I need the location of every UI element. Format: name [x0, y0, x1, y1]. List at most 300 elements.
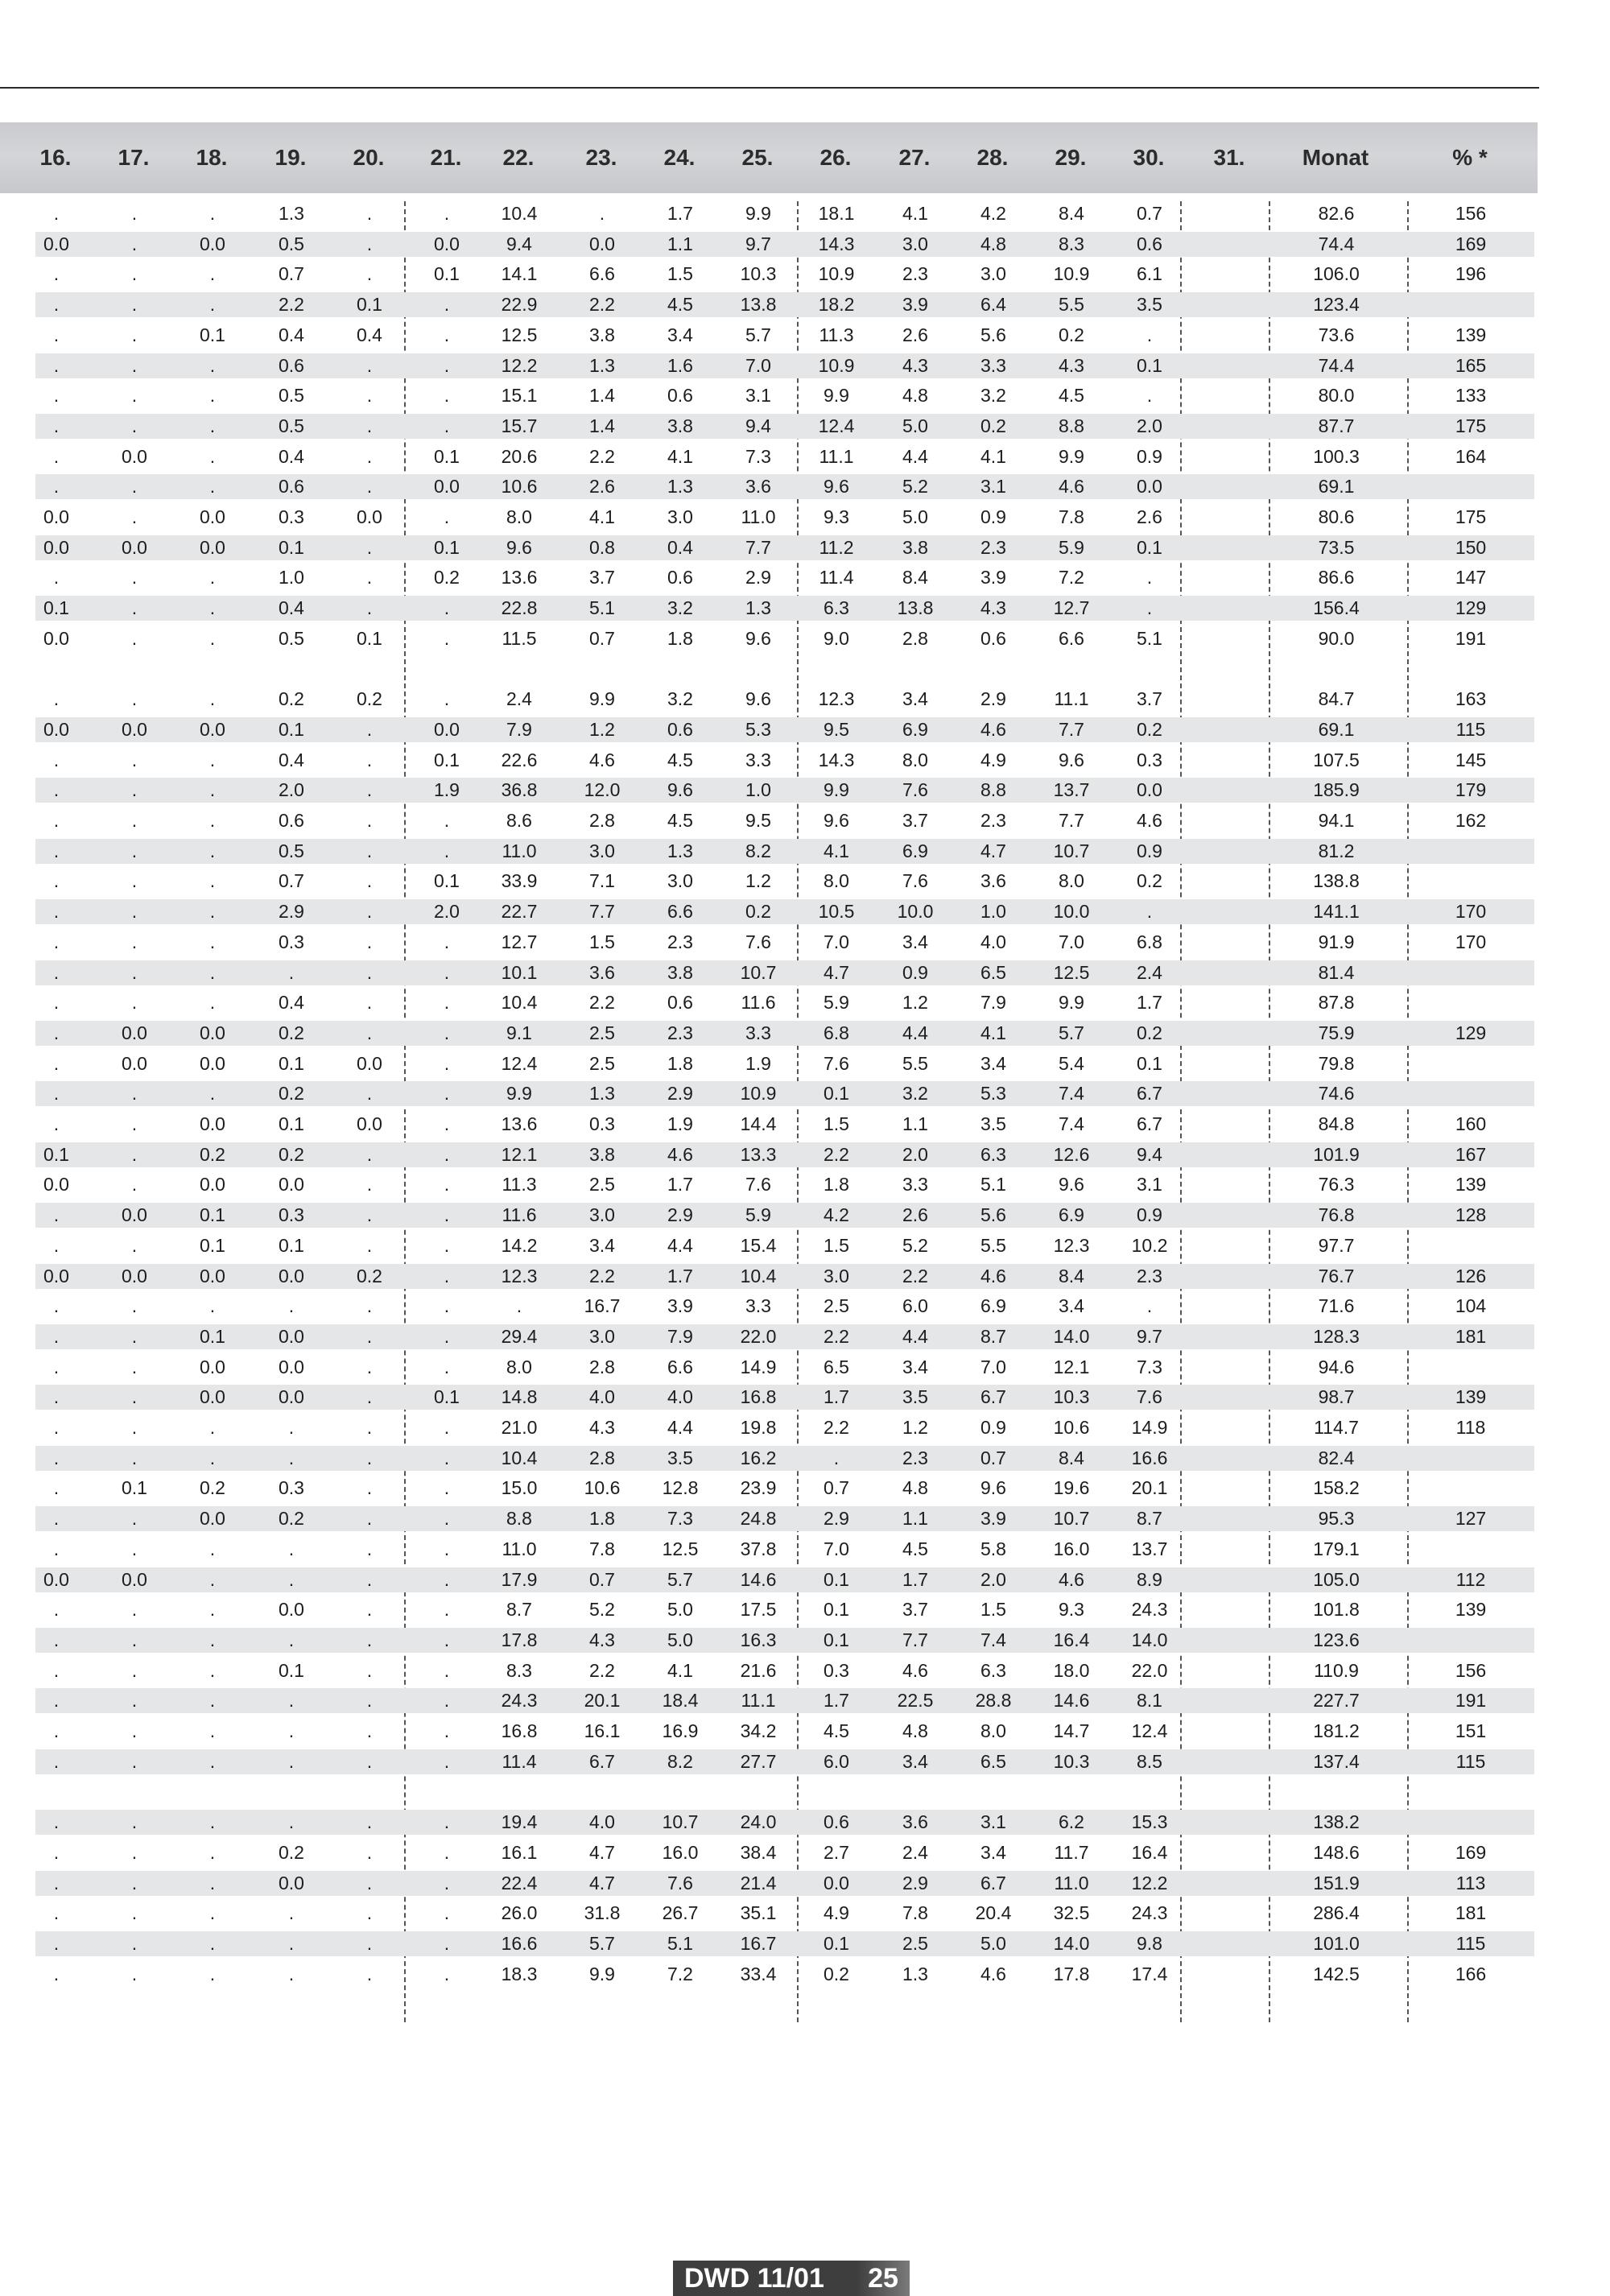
table-cell: . — [444, 1720, 450, 1741]
table-cell: 1.8 — [589, 1508, 615, 1530]
table-cell: . — [444, 294, 450, 316]
table-cell: . — [131, 415, 138, 436]
table-cell: 5.0 — [667, 1629, 693, 1650]
table-cell: . — [53, 445, 60, 467]
table-cell: . — [288, 1932, 295, 1954]
table-cell — [1194, 869, 1266, 894]
table-cell: . — [209, 385, 216, 407]
table-cell: . — [131, 1720, 138, 1741]
column-header: 30. — [1133, 145, 1165, 170]
table-cell: . — [599, 203, 605, 224]
table-cell: 0.0 — [1137, 779, 1162, 801]
table-cell: 167 — [1455, 1143, 1487, 1165]
table-cell — [1194, 748, 1266, 773]
table-cell — [1194, 1567, 1266, 1592]
table-cell: 8.3 — [1059, 233, 1084, 254]
table-cell: 11.3 — [502, 1174, 537, 1195]
table-cell: 2.8 — [589, 810, 615, 831]
column-header: 17. — [118, 145, 150, 170]
table-cell: 0.0 — [434, 476, 460, 498]
table-cell: 101.9 — [1313, 1143, 1360, 1165]
table-cell: 6.7 — [589, 1750, 615, 1772]
table-cell: 2.2 — [279, 294, 304, 316]
table-cell: . — [1146, 385, 1153, 407]
table-cell: 10.4 — [501, 1447, 538, 1468]
table-cell: 16.8 — [501, 1720, 538, 1741]
table-cell: 16.4 — [1131, 1841, 1168, 1863]
table-cell: 16.3 — [740, 1629, 777, 1650]
table-cell: 0.0 — [279, 1325, 304, 1347]
table-cell: . — [209, 1568, 216, 1590]
table-cell — [1422, 1081, 1519, 1106]
table-cell: . — [1146, 597, 1153, 619]
table-cell: . — [288, 1811, 295, 1833]
table-cell: 5.1 — [980, 1174, 1006, 1195]
table-cell — [1194, 930, 1266, 955]
table-cell: 0.9 — [980, 1417, 1006, 1438]
table-cell: 3.7 — [902, 1599, 928, 1621]
table-cell — [1194, 596, 1266, 621]
table-cell: . — [444, 1174, 450, 1195]
table-cell: 6.1 — [1137, 263, 1162, 285]
table-cell: 0.0 — [122, 1022, 147, 1043]
table-cell: 14.3 — [818, 749, 855, 770]
table-cell: . — [366, 779, 373, 801]
table-cell: 4.6 — [1059, 476, 1084, 498]
table-cell: 138.2 — [1313, 1811, 1360, 1833]
table-cell: 7.6 — [667, 1872, 693, 1893]
table-cell: 14.0 — [1131, 1629, 1168, 1650]
table-cell: 0.3 — [279, 1204, 304, 1226]
table-cell: 0.1 — [279, 1659, 304, 1681]
table-cell: 1.7 — [824, 1690, 849, 1712]
table-cell: 14.9 — [1131, 1417, 1168, 1438]
table-cell: 98.7 — [1318, 1386, 1355, 1408]
table-cell: 0.2 — [980, 415, 1006, 436]
table-cell: 5.5 — [980, 1234, 1006, 1256]
column-header-row — [0, 122, 1538, 193]
table-cell: 73.6 — [1318, 324, 1355, 345]
table-cell: . — [53, 567, 60, 588]
table-cell: 6.6 — [667, 901, 693, 923]
table-cell: 1.8 — [824, 1174, 849, 1195]
table-cell: 84.7 — [1318, 688, 1355, 710]
table-cell — [1194, 1840, 1266, 1865]
table-cell: 0.0 — [43, 506, 69, 527]
table-cell: . — [366, 1417, 373, 1438]
table-cell: 6.7 — [1137, 1083, 1162, 1105]
table-cell — [1422, 869, 1519, 894]
table-cell: . — [53, 1599, 60, 1621]
table-cell: . — [444, 1204, 450, 1226]
table-cell: 9.6 — [980, 1477, 1006, 1499]
table-cell — [1194, 292, 1266, 317]
table-cell: 16.4 — [1053, 1629, 1090, 1650]
table-cell: 129 — [1455, 597, 1487, 619]
table-cell: 4.5 — [1059, 385, 1084, 407]
table-cell: 1.3 — [902, 1963, 928, 1984]
table-cell: 37.8 — [740, 1538, 777, 1559]
table-cell: 1.3 — [667, 476, 693, 498]
table-cell: 0.0 — [434, 718, 460, 740]
table-cell: 179.1 — [1313, 1538, 1360, 1559]
table-cell: . — [209, 567, 216, 588]
table-cell: 4.2 — [824, 1204, 849, 1226]
table-cell: . — [131, 1174, 138, 1195]
table-cell: 106.0 — [1313, 263, 1360, 285]
table-cell: 0.0 — [122, 445, 147, 467]
table-cell: 3.4 — [902, 931, 928, 952]
table-cell: 8.4 — [1059, 1447, 1084, 1468]
table-cell: 6.2 — [1059, 1811, 1084, 1833]
table-cell — [1422, 1355, 1519, 1380]
table-cell: 12.3 — [1053, 1234, 1090, 1256]
table-cell: 118 — [1455, 1417, 1486, 1438]
table-cell: 9.5 — [745, 810, 771, 831]
table-cell: . — [444, 385, 450, 407]
table-cell: . — [53, 931, 60, 952]
table-cell: 22.9 — [501, 294, 538, 316]
table-cell: . — [131, 1872, 138, 1893]
table-cell — [1194, 839, 1266, 864]
table-cell: 2.2 — [824, 1417, 849, 1438]
table-cell: 0.1 — [1137, 354, 1162, 376]
table-cell: 0.4 — [667, 536, 693, 558]
table-cell: 7.3 — [745, 445, 771, 467]
table-cell: . — [209, 688, 216, 710]
table-cell: 9.0 — [824, 627, 849, 649]
table-cell: 2.3 — [667, 931, 693, 952]
table-cell: 0.2 — [1137, 718, 1162, 740]
table-cell: 0.1 — [122, 1477, 147, 1499]
table-cell: . — [131, 688, 138, 710]
table-cell: 90.0 — [1318, 627, 1355, 649]
table-cell: 0.1 — [1137, 1052, 1162, 1074]
table-cell: 151.9 — [1313, 1872, 1360, 1893]
table-cell: 12.7 — [1053, 597, 1090, 619]
table-cell — [1194, 1264, 1266, 1289]
table-cell: 76.8 — [1318, 1204, 1355, 1226]
table-cell: 10.4 — [501, 203, 538, 224]
table-cell: 0.0 — [43, 1174, 69, 1195]
table-cell: 139 — [1455, 1174, 1487, 1195]
table-cell: 6.6 — [1059, 627, 1084, 649]
table-cell: 4.8 — [902, 1477, 928, 1499]
table-cell: 5.4 — [1059, 1052, 1084, 1074]
table-cell: 12.0 — [584, 779, 621, 801]
table-cell: 2.3 — [1137, 1265, 1162, 1286]
table-cell: . — [366, 1841, 373, 1863]
table-cell — [1194, 626, 1266, 651]
table-cell: . — [131, 1234, 138, 1256]
table-cell: 74.4 — [1318, 354, 1355, 376]
table-cell: . — [366, 1720, 373, 1741]
table-cell — [1194, 1871, 1266, 1896]
table-cell: 1.9 — [434, 779, 460, 801]
table-cell: 21.0 — [501, 1417, 538, 1438]
table-cell: 128 — [1455, 1204, 1487, 1226]
table-cell: 1.7 — [667, 203, 693, 224]
table-cell: 128.3 — [1313, 1325, 1360, 1347]
table-cell: 6.8 — [824, 1022, 849, 1043]
table-cell: 7.2 — [1059, 567, 1084, 588]
table-cell: 3.9 — [667, 1295, 693, 1317]
table-cell: 14.0 — [1053, 1932, 1090, 1954]
table-cell: 1.3 — [589, 354, 615, 376]
table-cell: . — [53, 1083, 60, 1105]
table-cell: 87.7 — [1318, 415, 1355, 436]
table-cell: 36.8 — [501, 779, 538, 801]
table-cell: 8.7 — [1137, 1508, 1162, 1530]
table-cell: . — [366, 901, 373, 923]
table-cell: 79.8 — [1318, 1052, 1355, 1074]
table-cell: 10.4 — [501, 992, 538, 1014]
table-cell: 0.2 — [357, 688, 382, 710]
table-cell: 0.1 — [434, 749, 460, 770]
table-cell: 9.3 — [1059, 1599, 1084, 1621]
table-cell: 7.0 — [1059, 931, 1084, 952]
table-cell: 0.0 — [122, 1568, 147, 1590]
table-cell: 22.0 — [1131, 1659, 1168, 1681]
table-cell: 7.7 — [1059, 810, 1084, 831]
table-cell: 4.9 — [980, 749, 1006, 770]
table-cell: 0.2 — [1059, 324, 1084, 345]
table-cell: 3.1 — [980, 476, 1006, 498]
table-cell: 21.6 — [740, 1659, 777, 1681]
table-cell — [1194, 1506, 1266, 1531]
table-cell: 18.3 — [501, 1963, 538, 1984]
table-cell: 22.6 — [501, 749, 538, 770]
table-cell: . — [366, 233, 373, 254]
table-cell: 13.7 — [1131, 1538, 1168, 1559]
table-cell: 110.9 — [1314, 1659, 1359, 1681]
table-cell: 163 — [1455, 688, 1487, 710]
table-cell: 91.9 — [1318, 931, 1355, 952]
table-cell: 16.8 — [740, 1386, 777, 1408]
table-cell: 0.0 — [200, 1265, 225, 1286]
table-cell: 3.0 — [589, 1204, 615, 1226]
table-cell: 11.4 — [502, 1750, 537, 1772]
table-cell: 4.1 — [980, 1022, 1006, 1043]
table-cell: 12.8 — [662, 1477, 699, 1499]
table-cell: 7.6 — [824, 1052, 849, 1074]
table-cell: 15.1 — [501, 385, 538, 407]
table-cell — [1194, 687, 1266, 712]
table-cell: . — [366, 1295, 373, 1317]
table-cell: 0.7 — [279, 870, 304, 892]
table-cell: 2.2 — [589, 445, 615, 467]
table-cell: . — [288, 1295, 295, 1317]
table-cell: 20.1 — [584, 1690, 621, 1712]
table-cell: 4.0 — [589, 1386, 615, 1408]
table-cell: 33.4 — [740, 1963, 777, 1984]
table-cell — [1422, 1476, 1519, 1501]
table-cell: . — [209, 1720, 216, 1741]
table-cell: 3.9 — [980, 1508, 1006, 1530]
table-cell: . — [444, 324, 450, 345]
table-cell: 0.0 — [122, 536, 147, 558]
table-cell: 0.0 — [279, 1599, 304, 1621]
table-cell: . — [209, 627, 216, 649]
table-cell: 9.9 — [506, 1083, 532, 1105]
table-cell: 28.8 — [975, 1690, 1012, 1712]
table-cell: 11.0 — [502, 840, 537, 861]
table-cell: . — [209, 203, 216, 224]
table-cell: 3.3 — [980, 354, 1006, 376]
table-cell: . — [131, 1659, 138, 1681]
table-cell: 6.9 — [1059, 1204, 1084, 1226]
table-cell: 11.6 — [741, 992, 776, 1014]
table-cell: . — [53, 1538, 60, 1559]
table-cell: . — [444, 840, 450, 861]
table-cell: . — [131, 931, 138, 952]
table-cell: . — [131, 324, 138, 345]
table-cell: 0.4 — [279, 749, 304, 770]
table-cell: . — [209, 992, 216, 1014]
table-cell: 4.6 — [1137, 810, 1162, 831]
table-cell: 12.6 — [1053, 1143, 1090, 1165]
table-cell — [1194, 444, 1266, 469]
table-cell: . — [209, 1811, 216, 1833]
table-cell: 5.1 — [589, 597, 615, 619]
table-cell: 0.0 — [43, 233, 69, 254]
table-cell: 1.4 — [589, 385, 615, 407]
table-cell: 24.8 — [740, 1508, 777, 1530]
table-cell: 3.4 — [980, 1841, 1006, 1863]
table-cell: . — [444, 961, 450, 983]
table-cell: 9.9 — [1059, 445, 1084, 467]
table-cell — [1194, 1688, 1266, 1713]
table-cell: . — [288, 1568, 295, 1590]
table-cell: 9.3 — [824, 506, 849, 527]
table-cell: 12.3 — [818, 688, 855, 710]
table-cell: 4.1 — [667, 445, 693, 467]
table-cell: 0.1 — [434, 445, 460, 467]
table-cell: . — [209, 1902, 216, 1924]
table-cell: 114.7 — [1314, 1417, 1359, 1438]
table-cell: 141.1 — [1313, 901, 1360, 923]
table-cell: 14.3 — [818, 233, 855, 254]
table-cell: 4.8 — [980, 233, 1006, 254]
table-cell: 3.0 — [589, 840, 615, 861]
table-cell: . — [444, 1932, 450, 1954]
table-cell: 9.9 — [824, 385, 849, 407]
table-cell: 3.4 — [902, 1356, 928, 1377]
table-cell: 11.2 — [819, 536, 854, 558]
table-cell — [1194, 990, 1266, 1015]
table-cell: 0.5 — [279, 840, 304, 861]
table-cell: . — [366, 1386, 373, 1408]
table-cell: 2.3 — [902, 1447, 928, 1468]
table-cell: 4.6 — [667, 1143, 693, 1165]
table-cell: 4.9 — [824, 1902, 849, 1924]
table-cell — [1194, 1142, 1266, 1167]
table-cell: 1.1 — [902, 1113, 928, 1134]
table-cell: 8.0 — [1059, 870, 1084, 892]
table-cell: 101.0 — [1313, 1932, 1360, 1954]
table-cell: . — [444, 1872, 450, 1893]
column-header: 22. — [502, 145, 535, 170]
table-cell: 3.6 — [980, 870, 1006, 892]
table-cell: 10.1 — [501, 961, 538, 983]
table-cell: . — [366, 1508, 373, 1530]
top-rule — [0, 87, 1539, 89]
table-cell — [1194, 1203, 1266, 1228]
table-cell: 0.0 — [279, 1174, 304, 1195]
table-cell: 14.0 — [1053, 1325, 1090, 1347]
table-cell: . — [288, 1902, 295, 1924]
table-cell: . — [444, 354, 450, 376]
table-cell: 2.9 — [824, 1508, 849, 1530]
table-cell: 10.3 — [1053, 1750, 1090, 1772]
table-cell: 14.2 — [501, 1234, 538, 1256]
table-cell: . — [53, 810, 60, 831]
table-cell: 0.1 — [279, 718, 304, 740]
table-cell: 2.7 — [824, 1841, 849, 1863]
table-cell: . — [131, 1083, 138, 1105]
table-cell: 6.9 — [902, 840, 928, 861]
table-cell: 4.1 — [980, 445, 1006, 467]
table-cell: 10.2 — [1131, 1234, 1168, 1256]
table-cell: . — [1146, 567, 1153, 588]
table-cell: 9.1 — [506, 1022, 532, 1043]
table-cell: 6.4 — [980, 294, 1006, 316]
column-header: 21. — [430, 145, 462, 170]
table-cell: 0.2 — [279, 1083, 304, 1105]
table-cell: 0.4 — [279, 992, 304, 1014]
table-cell: 3.4 — [902, 688, 928, 710]
table-cell: 104 — [1455, 1295, 1487, 1317]
column-header: 23. — [585, 145, 617, 170]
table-cell: . — [131, 1538, 138, 1559]
table-cell: 286.4 — [1313, 1902, 1360, 1924]
table-cell: 0.1 — [200, 1234, 225, 1256]
precipitation-table — [0, 201, 1538, 2037]
table-cell: 3.8 — [902, 536, 928, 558]
table-cell: . — [131, 1932, 138, 1954]
table-cell: 9.5 — [824, 718, 849, 740]
table-cell: 11.6 — [502, 1204, 537, 1226]
table-cell — [1194, 1810, 1266, 1835]
table-cell: 16.1 — [584, 1720, 621, 1741]
table-cell — [1194, 1355, 1266, 1380]
table-cell: . — [444, 1811, 450, 1833]
table-cell: 2.2 — [589, 992, 615, 1014]
table-cell: 4.5 — [824, 1720, 849, 1741]
table-cell: 9.4 — [506, 233, 532, 254]
table-cell: . — [288, 961, 295, 983]
table-cell: 12.4 — [818, 415, 855, 436]
table-cell: . — [444, 1659, 450, 1681]
table-cell: . — [53, 1690, 60, 1712]
table-cell: . — [131, 749, 138, 770]
table-cell: 18.4 — [662, 1690, 699, 1712]
table-cell: 24.3 — [1131, 1902, 1168, 1924]
table-cell: 17.8 — [501, 1629, 538, 1650]
table-cell: 5.7 — [745, 324, 771, 345]
page-number: 25 — [857, 2261, 910, 2296]
table-cell: 94.6 — [1318, 1356, 1355, 1377]
table-cell: 2.6 — [902, 1204, 928, 1226]
table-cell: 76.7 — [1318, 1265, 1355, 1286]
table-cell: 9.6 — [1059, 749, 1084, 770]
table-cell: 3.0 — [667, 506, 693, 527]
table-cell: . — [209, 901, 216, 923]
table-cell: 1.3 — [589, 1083, 615, 1105]
table-cell: 86.6 — [1318, 567, 1355, 588]
column-header: 20. — [353, 145, 385, 170]
table-cell: 12.5 — [1053, 961, 1090, 983]
